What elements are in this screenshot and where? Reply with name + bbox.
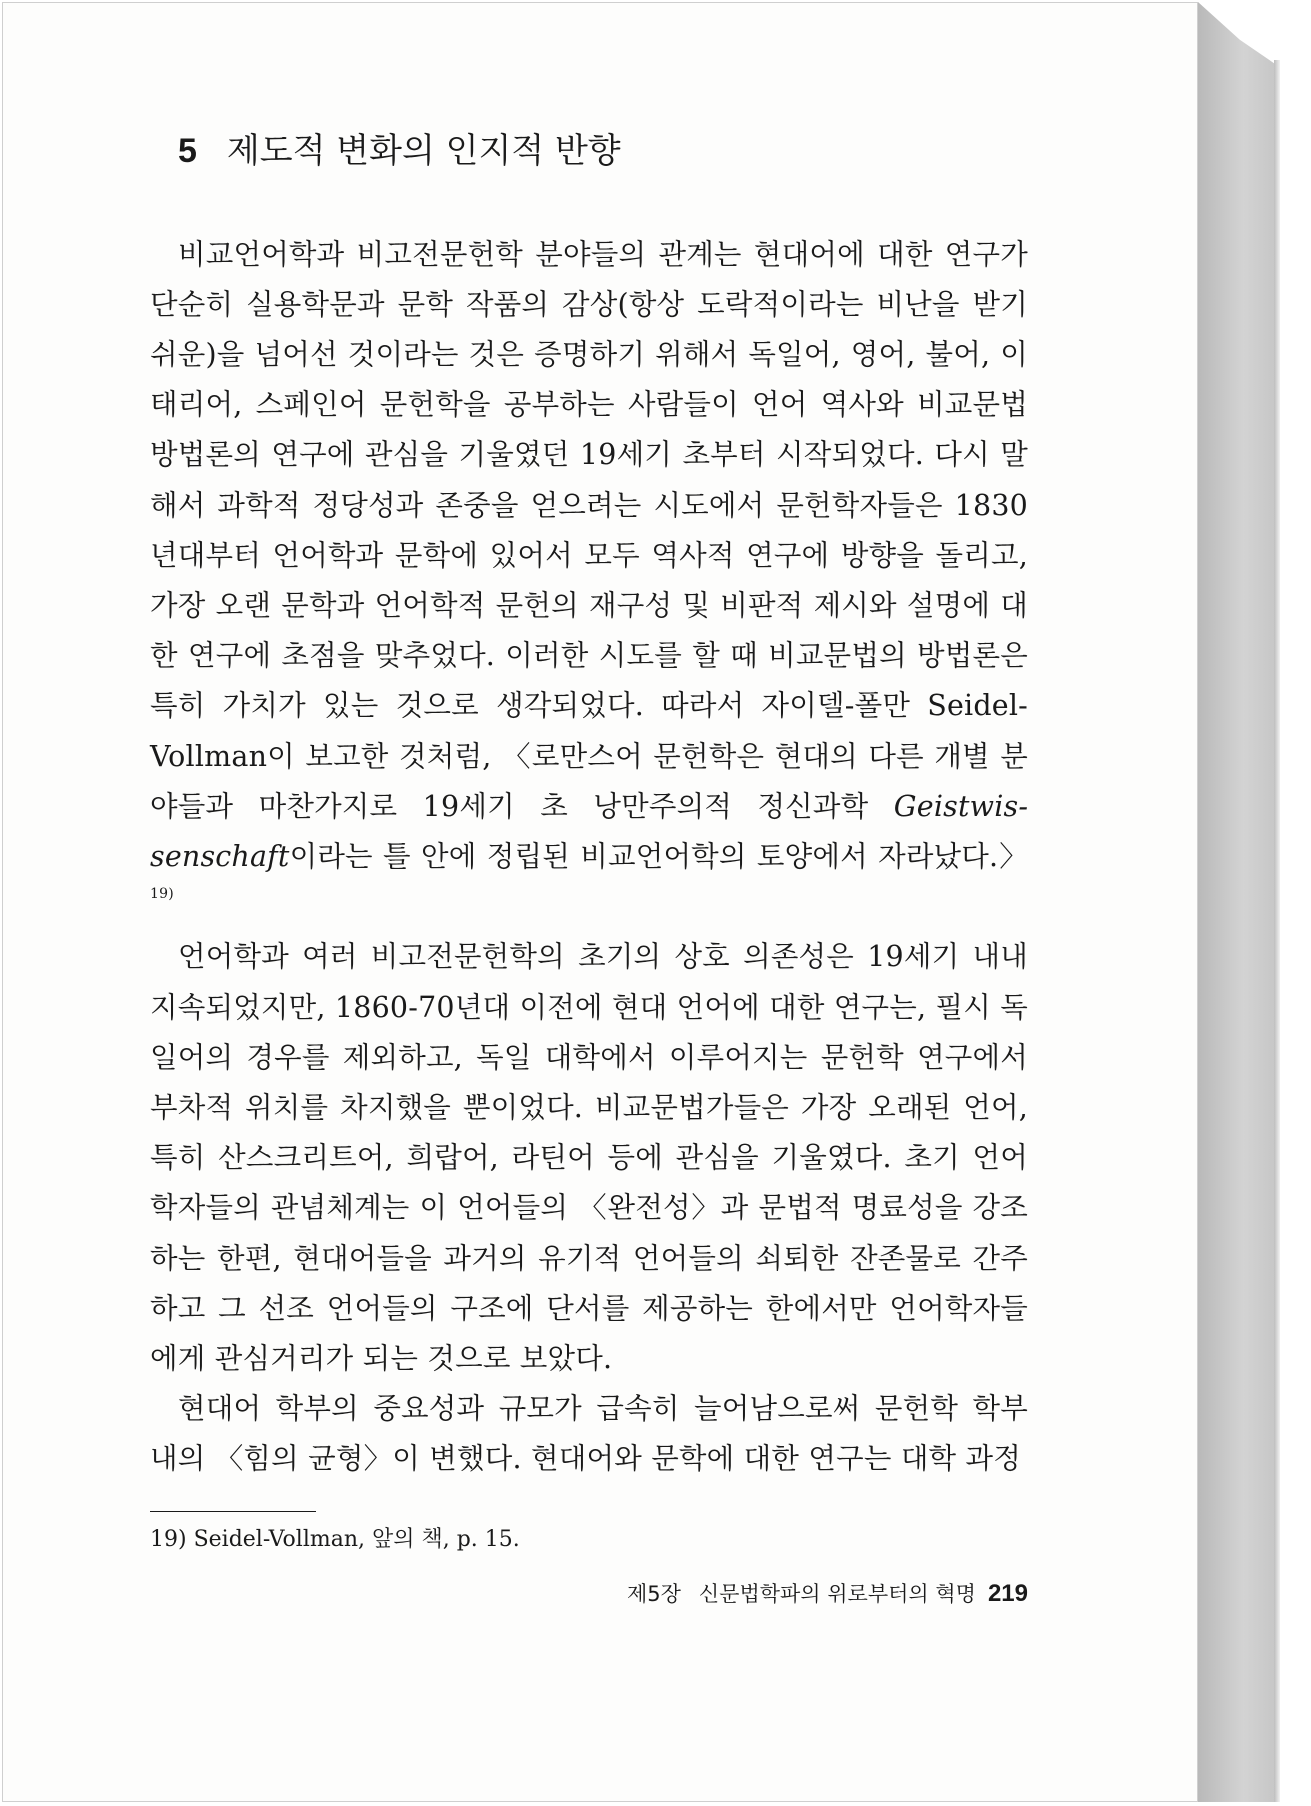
paragraph-2: 언어학과 여러 비고전문헌학의 초기의 상호 의존성은 19세기 내내 지속되었지만, 1860-70년대 이전에 현대 언어에 대한 연구는, 필시 독일어의 경우를 제외하고, 독일 대학에서 이루어지는 문헌학 연구에서 부차적 위치를 차지했을 뿐이었다. 비교문법가들은 가장 오래된 언어, 특히 산스크리트어, 희랍어, 라틴어 등에 관심을 기울였다. 초기 언어학자들의 관념체계는 이 언어들의 〈완전성〉과 문법적 명료성을 강조하는 한편, 현대어들을 과거의 유기적 언어들의 쇠퇴한 잔존물로 간주하고 그 선조 언어들의 구조에 단서를 제공하는 한에서만 언어학자들에게 관심거리가 되는 것으로 보았다. [150,940,1028,1376]
page-number: 219 [987,1580,1028,1607]
paragraph-3: 현대어 학부의 중요성과 규모가 급속히 늘어남으로써 문헌학 학부 내의 〈힘의 균형〉이 변했다. 현대어와 문학에 대한 연구는 대학 과정 [150,1392,1028,1476]
running-footer [150,1578,1028,1608]
section-title: 제도적 변화의 인지적 반향 [226,131,621,171]
footnote-divider [150,1511,316,1512]
paragraph-1-tail: 이라는 틀 안에 정립된 비교언어학의 토양에서 자라났다.〉 [289,840,1028,874]
section-heading [178,128,1028,176]
footer-title: 신문법학파의 위로부터의 혁명 [698,1582,976,1606]
page-stack-edge [1198,2,1274,1802]
paragraph-1-text: 비교언어학과 비고전문헌학 분야들의 관계는 현대어에 대한 연구가 단순히 실용학문과 문학 작품의 감상(항상 도락적이라는 비난을 받기 쉬운)을 넘어선 것이라는 것은 증명하기 위해서 독일어, 영어, 불어, 이태리어, 스페인어 문헌학을 공부하는 사람들이 언어 역사와 비교문법 방법론의 연구에 관심을 기울였던 19세기 초부터 시작되었다. 다시 말해서 과학적 정당성과 존중을 얻으려는 시도에서 문헌학자들은 1830년대부터 언어학과 문학에 있어서 모두 역사적 연구에 방향을 돌리고, 가장 오랜 문학과 언어학적 문헌의 재구성 및 비판적 제시와 설명에 대한 연구에 초점을 맞추었다. 이러한 시도를 할 때 비교문법의 방법론은 특히 가치가 있는 것으로 생각되었다. 따라서 자이델-폴만 Seidel-Vollman이 보고한 것처럼, 〈로만스어 문헌학은 현대의 다른 개별 분야들과 마찬가지로 19세기 초 낭만주의적 정신과학 [150,237,1028,823]
footnote: 19) Seidel-Vollman, 앞의 책, p. 15. [150,1526,520,1552]
footer-chapter: 제5장 [626,1582,681,1606]
paragraph-1 [150,230,1028,933]
page-body [150,128,1028,1557]
section-number: 5 [178,132,197,170]
footnote-ref[interactable]: 19) [150,886,174,903]
page-edge-shadow [1274,60,1280,1802]
italic-term: Geistwissenschaft [150,789,1028,874]
